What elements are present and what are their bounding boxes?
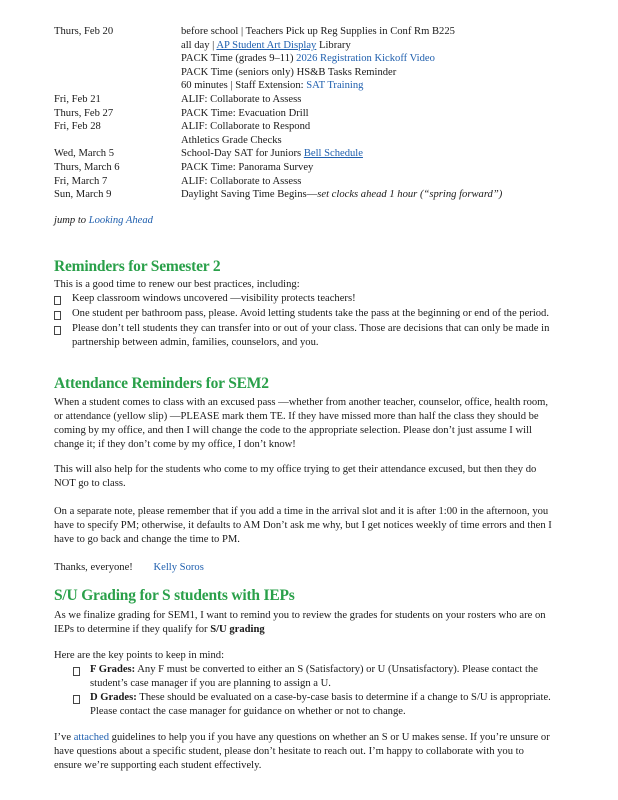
schedule-date <box>54 39 181 53</box>
jump-prefix: jump to <box>54 215 89 226</box>
schedule-row <box>54 147 502 161</box>
su-paragraph-1 <box>54 609 554 637</box>
event-text: PACK Time: Evacuation Drill <box>181 107 309 119</box>
schedule-event <box>181 93 502 107</box>
schedule-row <box>54 161 502 175</box>
schedule-event <box>181 79 502 93</box>
schedule-row <box>54 107 502 121</box>
schedule-date: Sun, March 9 <box>54 189 112 201</box>
point-label: D Grades: <box>90 692 137 703</box>
attached-link[interactable]: attached <box>73 732 109 743</box>
thanks-text: Thanks, everyone! <box>54 562 133 573</box>
closing-pre: I’ve <box>54 732 74 743</box>
schedule-date <box>54 66 181 80</box>
su-heading: S/U Grading for S students with IEPs <box>54 587 295 604</box>
schedule-row <box>54 52 502 66</box>
point-body: Any F must be converted to either an S (Satisfactory) or U (Unsatisfactory). Please contact the student’s case manager if you are planning to assign a U. <box>90 664 538 689</box>
event-text: ALIF: Collaborate to Assess <box>181 93 302 105</box>
schedule-event <box>181 161 502 175</box>
bullet-box-icon <box>54 307 72 322</box>
event-text: Athletics Grade Checks <box>181 134 282 146</box>
schedule-row <box>54 79 502 93</box>
point-text <box>90 663 554 691</box>
schedule-event <box>181 175 502 189</box>
jump-to-line <box>54 215 153 226</box>
signature: Kelly Soros <box>153 562 204 573</box>
event-link[interactable]: Bell Schedule <box>303 148 363 160</box>
attendance-paragraph-2: This will also help for the students who come to my office trying to get their attendance excused, but then they do NOT go to class. <box>54 464 537 489</box>
event-text: all day | <box>181 39 217 51</box>
schedule-date <box>54 79 181 93</box>
bullet-box-icon <box>54 322 72 350</box>
attendance-heading: Attendance Reminders for SEM2 <box>54 375 269 392</box>
schedule-row <box>54 188 502 202</box>
event-link[interactable]: 2026 Registration Kickoff Video <box>296 53 435 65</box>
schedule-event <box>181 120 502 134</box>
schedule-event <box>181 25 502 39</box>
schedule-date: Wed, March 5 <box>54 148 115 160</box>
bullet-box-icon <box>54 292 72 307</box>
schedule-date <box>54 52 181 66</box>
event-text: 60 minutes | Staff Extension: <box>181 80 307 92</box>
looking-ahead-link[interactable]: Looking Ahead <box>88 215 153 226</box>
schedule-row <box>54 66 502 80</box>
event-text: Daylight Saving Time Begins— <box>181 189 318 201</box>
point-body: These should be evaluated on a case-by-case basis to determine if a change to S/U is appropriate. Please contact the case manager for guidance on whether or not to change. <box>90 692 551 717</box>
list-item <box>54 663 554 691</box>
bullet-box-icon <box>54 691 90 719</box>
event-text: PACK Time (grades 9–11) <box>181 53 297 65</box>
schedule-date: Fri, Feb 28 <box>54 121 101 133</box>
su-closing <box>54 731 554 773</box>
list-item <box>54 307 554 322</box>
schedule-event <box>181 107 502 121</box>
schedule-event <box>181 188 502 202</box>
schedule-row <box>54 93 502 107</box>
list-item <box>54 292 554 307</box>
schedule-event <box>181 52 502 66</box>
closing-post: guidelines to help you if you have any questions on whether an S or U makes sense. If you’re unsure or have questions about a specific student, please don’t hesitate to reach out. I’m happy to collaborate with you to ensure we’re supporting each student effectively. <box>54 732 550 771</box>
event-link[interactable]: SAT Training <box>306 80 364 92</box>
list-item <box>54 691 554 719</box>
schedule-event <box>181 134 502 148</box>
schedule-date: Fri, March 7 <box>54 175 108 187</box>
point-label: F Grades: <box>90 664 136 675</box>
schedule-event <box>181 147 502 161</box>
event-text: Library <box>316 39 351 51</box>
attendance-paragraph-3: On a separate note, please remember that if you add a time in the arrival slot and it is after 1:00 in the afternoon, you have to specify PM; otherwise, it defaults to AM Don’t ask me why, but I get notices weekly of time errors and then I have to go back and change the time to PM. <box>54 506 552 545</box>
list-item <box>54 322 554 350</box>
event-text: PACK Time: Panorama Survey <box>181 161 314 173</box>
schedule-date <box>54 134 181 148</box>
schedule-event <box>181 39 502 53</box>
event-text: ALIF: Collaborate to Assess <box>181 175 302 187</box>
schedule-table <box>54 25 502 202</box>
schedule-date: Thurs, Feb 27 <box>54 107 114 119</box>
schedule-row <box>54 25 502 39</box>
event-text: ALIF: Collaborate to Respond <box>181 121 311 133</box>
bullet-text: One student per bathroom pass, please. Avoid letting students take the pass at the beginning or end of the period. <box>72 308 550 319</box>
event-text: set clocks ahead 1 hour (“spring forward”) <box>317 189 503 201</box>
schedule-row <box>54 175 502 189</box>
schedule-date: Thurs, March 6 <box>54 161 120 173</box>
schedule-event <box>181 66 502 80</box>
point-text <box>90 691 554 719</box>
schedule-date: Thurs, Feb 20 <box>54 26 114 37</box>
bullet-text: Keep classroom windows uncovered —visibility protects teachers! <box>72 293 356 304</box>
su-p1-text: As we finalize grading for SEM1, I want to remind you to review the grades for students on your rosters who are on IEPs to determine if they qualify for <box>54 610 546 635</box>
schedule-row <box>54 39 502 53</box>
attendance-paragraph-1: When a student comes to class with an excused pass —whether from another teacher, counselor, office, health room, or attendance (yellow slip) —PLEASE mark them TE. If they have missed more than half the class they should be coming by my office, and then I will change the code to the appropriate selection. Please don’t just assume I will change it; if they don’t come by my office, I don’t know! <box>54 397 549 450</box>
su-grading-bold: S/U grading <box>210 624 265 635</box>
signoff-line <box>54 561 554 575</box>
bullet-text: Please don’t tell students they can transfer into or out of your class. Those are decisions that can only be made in partnership between admin, families, counselors, and you. <box>72 323 550 348</box>
schedule-date: Fri, Feb 21 <box>54 93 101 105</box>
reminders-heading: Reminders for Semester 2 <box>54 258 221 275</box>
reminders-bullets <box>54 292 554 350</box>
reminders-intro: This is a good time to renew our best practices, including: <box>54 279 300 290</box>
su-points <box>54 663 554 719</box>
schedule-row <box>54 134 502 148</box>
event-text: before school | Teachers Pick up Reg Supplies in Conf Rm B225 <box>181 26 455 37</box>
schedule-row <box>54 120 502 134</box>
event-text: PACK Time (seniors only) HS&B Tasks Reminder <box>181 66 397 78</box>
event-link[interactable]: AP Student Art Display <box>216 39 317 51</box>
event-text: School-Day SAT for Juniors <box>181 148 304 160</box>
su-paragraph-2: Here are the key points to keep in mind: <box>54 650 225 661</box>
bullet-box-icon <box>54 663 90 691</box>
